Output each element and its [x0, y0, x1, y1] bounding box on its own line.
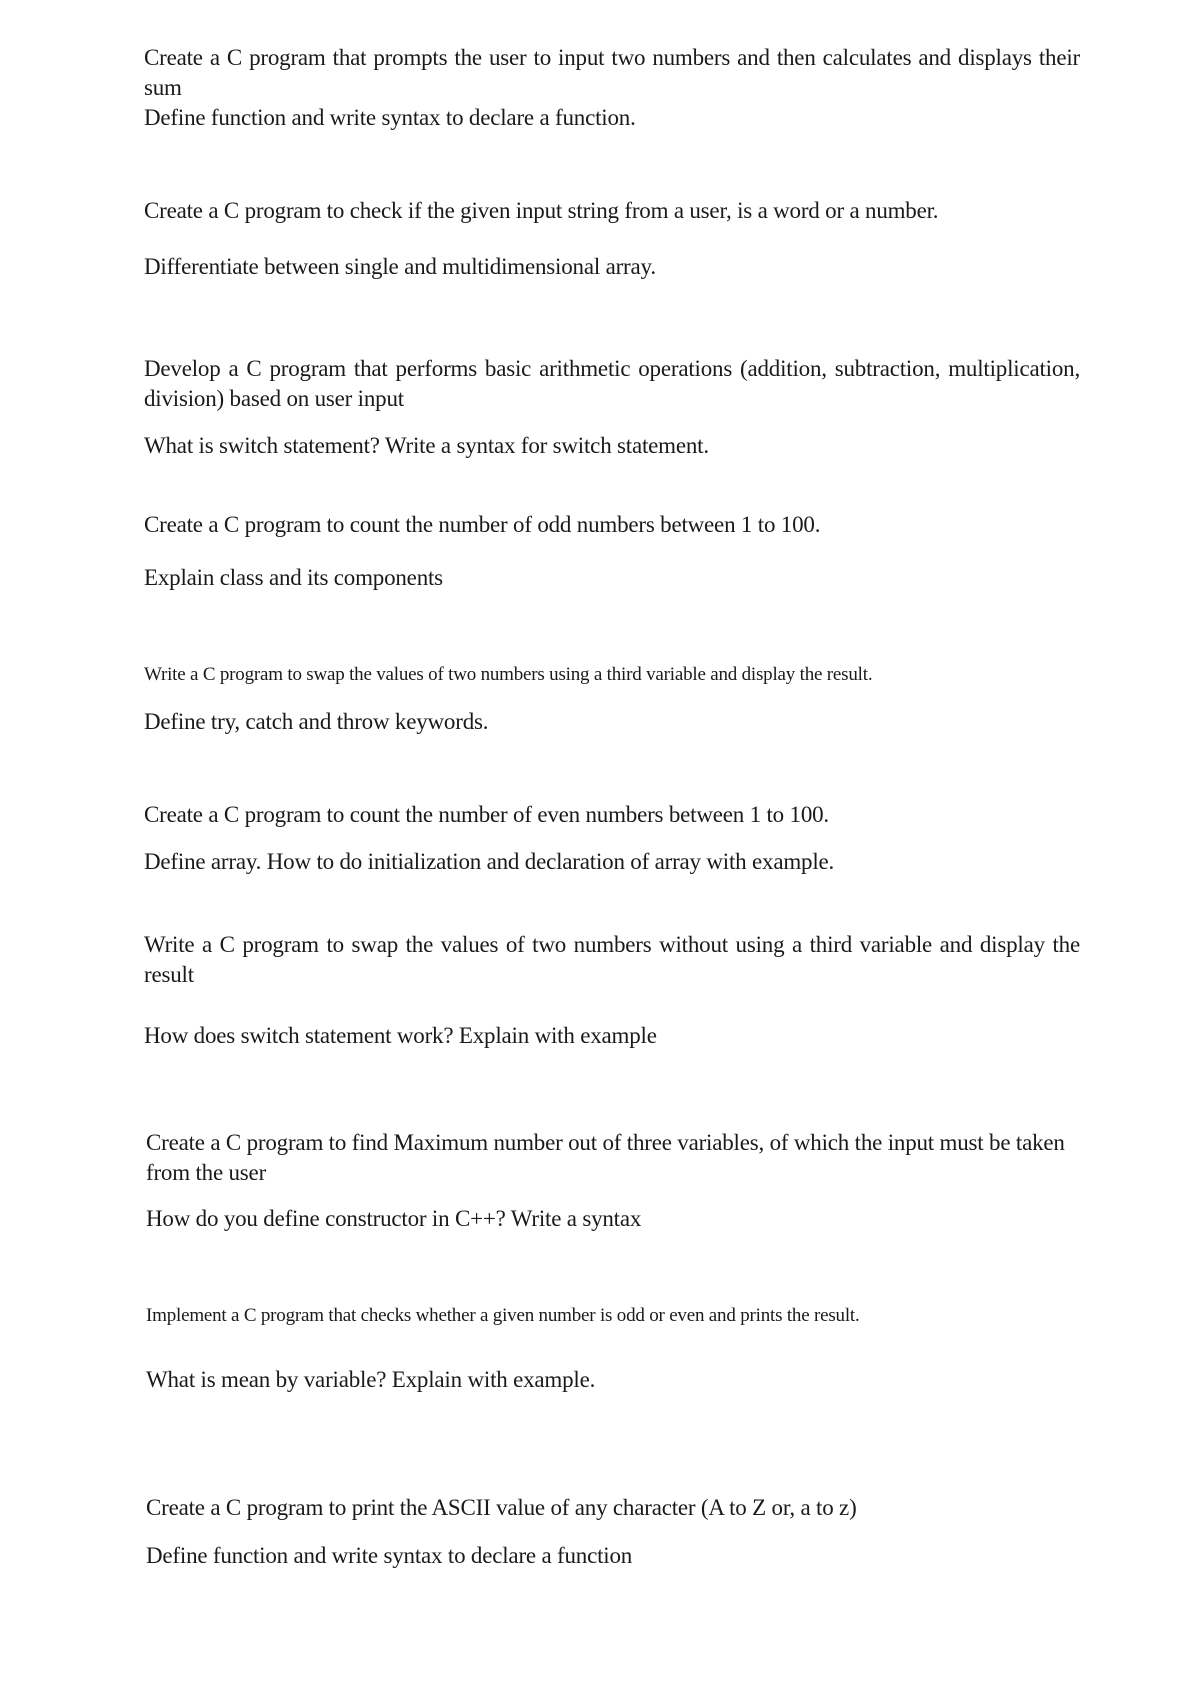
question-item: Develop a C program that performs basic arithmetic operations (addition, subtraction, multiplication, division) based on user input	[144, 356, 1080, 411]
question-item: Write a C program to swap the values of two numbers without using a third variable and display the result	[144, 932, 1080, 987]
question-item: What is switch statement? Write a syntax for switch statement.	[144, 433, 709, 458]
question-item: Define array. How to do initialization and declaration of array with example.	[144, 849, 835, 874]
question-item: Create a C program that prompts the user to input two numbers and then calculates and displays their sum	[144, 45, 1080, 100]
question-item: Define function and write syntax to declare a function.	[144, 105, 636, 130]
question-item: How do you define constructor in C++? Write a syntax	[146, 1206, 642, 1231]
question-item: What is mean by variable? Explain with example.	[146, 1367, 596, 1392]
question-item: Write a C program to swap the values of two numbers using a third variable and display the result.	[144, 664, 873, 685]
question-item: Define function and write syntax to declare a function	[146, 1543, 633, 1568]
question-item: Differentiate between single and multidimensional array.	[144, 254, 656, 279]
question-item: Explain class and its components	[144, 565, 443, 590]
question-item: Define try, catch and throw keywords.	[144, 709, 489, 734]
question-item: Create a C program to check if the given input string from a user, is a word or a number.	[144, 198, 939, 223]
question-item: How does switch statement work? Explain with example	[144, 1023, 657, 1048]
question-item: Create a C program to count the number of even numbers between 1 to 100.	[144, 802, 829, 827]
question-item: Create a C program to count the number of odd numbers between 1 to 100.	[144, 512, 821, 537]
question-item: Create a C program to find Maximum number out of three variables, of which the input must be taken from the user	[146, 1130, 1065, 1185]
question-item: Implement a C program that checks whether a given number is odd or even and prints the result.	[146, 1305, 860, 1326]
question-item: Create a C program to print the ASCII value of any character (A to Z or, a to z)	[146, 1495, 857, 1520]
